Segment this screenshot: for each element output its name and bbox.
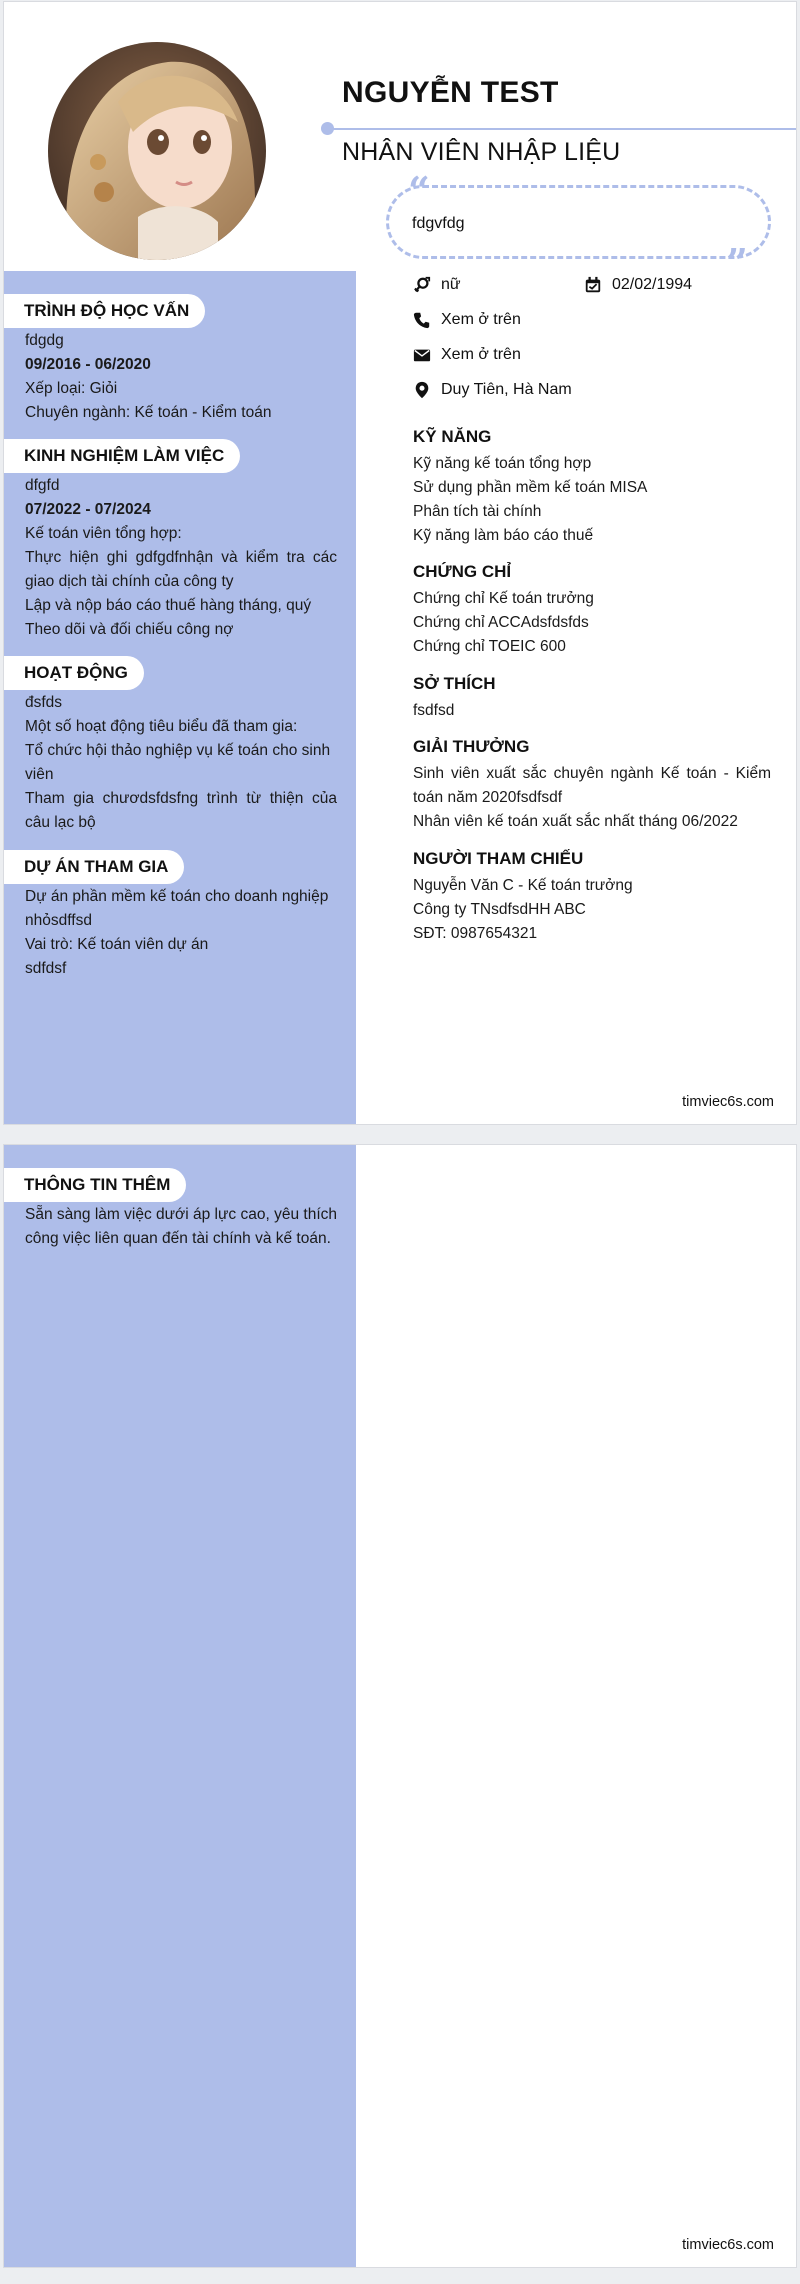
email-icon [413, 346, 431, 364]
objective-text: fdgvfdg [412, 215, 465, 232]
experience-company: dfgfd [25, 477, 60, 494]
certificate-item: Chứng chỉ ACCAdsfdsfds [413, 614, 589, 631]
email-value: Xem ở trên [441, 346, 521, 363]
certificate-item: Chứng chỉ TOEIC 600 [413, 638, 566, 655]
brand-footer[interactable]: timviec6s.com [682, 1094, 774, 1110]
address-row [413, 381, 572, 399]
activity-line: Tham gia chươdsfdsfng trình từ thiện của câu lạc bộ [25, 790, 337, 831]
hobbies-text: fsdfsd [413, 702, 455, 719]
project-line: sdfdsf [25, 960, 67, 977]
additional-info-heading: THÔNG TIN THÊM [4, 1168, 186, 1202]
birthday-value: 02/02/1994 [612, 276, 693, 293]
experience-task: Thực hiện ghi gdfgdfnhận và kiểm tra các giao dịch tài chính của công ty [25, 549, 337, 590]
title-divider-dot [321, 122, 334, 135]
project-line: Vai trò: Kế toán viên dự án [25, 936, 209, 953]
education-heading: TRÌNH ĐỘ HỌC VẤN [4, 294, 205, 328]
calendar-icon [584, 276, 602, 294]
left-column [4, 1145, 356, 2267]
phone-value: Xem ở trên [441, 311, 521, 328]
additional-info-text: Sẵn sàng làm việc dưới áp lực cao, yêu thích công việc liên quan đến tài chính và kế toán. [25, 1206, 337, 1247]
activity-line: Một số hoạt động tiêu biểu đã tham gia: [25, 718, 298, 735]
job-title: NHÂN VIÊN NHẬP LIỆU [342, 138, 621, 166]
skill-item: Kỹ năng làm báo cáo thuế [413, 527, 594, 544]
hobbies-heading: SỞ THÍCH [413, 674, 496, 693]
cv-page-2 [4, 1145, 796, 2267]
brand-footer[interactable]: timviec6s.com [682, 2237, 774, 2253]
open-quote-icon: “ [408, 168, 430, 213]
gender-icon [413, 276, 431, 294]
reference-item: SĐT: 0987654321 [413, 925, 538, 942]
activities-heading: HOẠT ĐỘNG [4, 656, 144, 690]
projects-heading: DỰ ÁN THAM GIA [4, 850, 184, 884]
award-item: Sinh viên xuất sắc chuyên ngành Kế toán - Kiểm toán năm 2020fsdfsdf [413, 765, 771, 806]
gender-row [413, 276, 461, 294]
avatar [48, 42, 266, 260]
activity-line: Tổ chức hội thảo nghiệp vụ kế toán cho sinh viên [25, 742, 331, 783]
education-school: fdgdg [25, 332, 64, 349]
reference-item: Công ty TNsdfsdHH ABC [413, 901, 586, 918]
close-quote-icon: ” [726, 240, 748, 285]
address-value: Duy Tiên, Hà Nam [441, 381, 572, 398]
cv-page-1 [4, 2, 796, 1124]
experience-heading: KINH NGHIỆM LÀM VIỆC [4, 439, 240, 473]
full-name: NGUYỄN TEST [342, 76, 559, 109]
education-major: Chuyên ngành: Kế toán - Kiểm toán [25, 404, 272, 421]
certificate-item: Chứng chỉ Kế toán trưởng [413, 590, 594, 607]
experience-task: Lập và nộp báo cáo thuế hàng tháng, quý [25, 597, 312, 614]
education-rank: Xếp loại: Giỏi [25, 380, 118, 397]
email-row [413, 346, 521, 364]
reference-item: Nguyễn Văn C - Kế toán trưởng [413, 877, 633, 894]
project-line: Dự án phần mềm kế toán cho doanh nghiệp nhỏsdffsd [25, 888, 329, 929]
gender-value: nữ [441, 276, 461, 293]
avatar-portrait [48, 42, 266, 260]
awards-heading: GIẢI THƯỞNG [413, 737, 530, 756]
location-icon [413, 381, 431, 399]
experience-role: Kế toán viên tổng hợp: [25, 525, 182, 542]
skill-item: Phân tích tài chính [413, 503, 542, 520]
experience-task: Theo dõi và đối chiếu công nợ [25, 621, 234, 638]
phone-row [413, 311, 521, 329]
skill-item: Kỹ năng kế toán tổng hợp [413, 455, 592, 472]
phone-icon [413, 311, 431, 329]
references-heading: NGƯỜI THAM CHIẾU [413, 849, 584, 868]
activity-name: đsfds [25, 694, 63, 711]
award-item: Nhân viên kế toán xuất sắc nhất tháng 06/2022 [413, 813, 738, 830]
birthday-row [584, 276, 692, 294]
certificates-heading: CHỨNG CHỈ [413, 562, 512, 581]
skills-heading: KỸ NĂNG [413, 427, 492, 446]
education-period: 09/2016 - 06/2020 [25, 356, 151, 373]
skill-item: Sử dụng phần mềm kế toán MISA [413, 479, 648, 496]
title-divider [328, 128, 796, 130]
experience-period: 07/2022 - 07/2024 [25, 501, 151, 518]
